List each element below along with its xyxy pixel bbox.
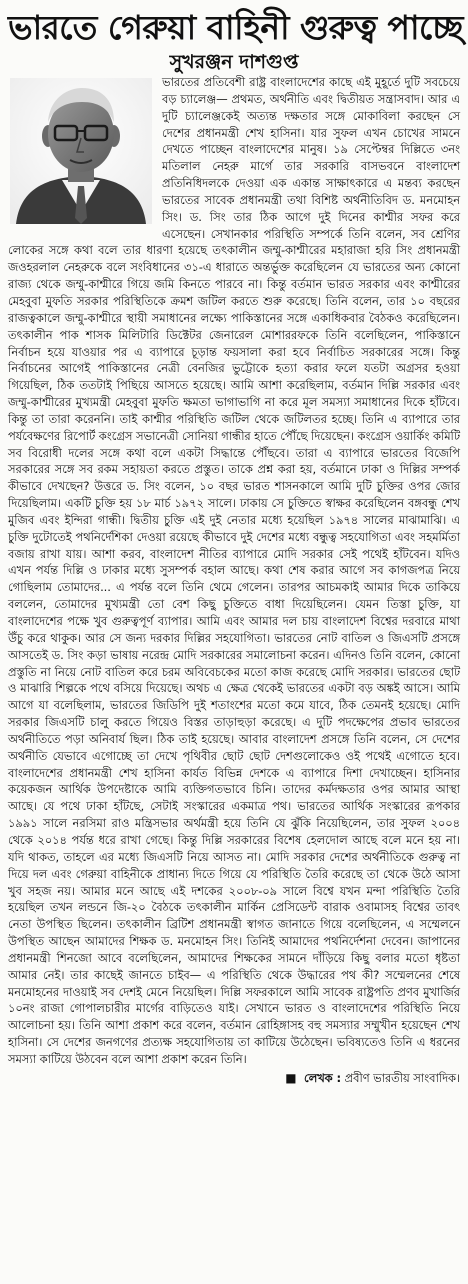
author-photo bbox=[10, 78, 152, 224]
article-text: ভারতের প্রতিবেশী রাষ্ট্র বাংলাদেশের কাছে এই মুহূর্তে দুটি সবচেয়ে বড় চ্যালেঞ্জ— প্রথমত, অর্থনীতি এবং দ্বিতীয়ত সন্ত্রাসবাদ। আর এ দুটি চ্যালেঞ্জকেই অত্যন্ত দক্ষতার সঙ্গে মোকাবিলা করছেন সে দেশের প্রধানমন্ত্রী শেখ হাসিনা। যার সুফল এখন চোখের সামনে দেখতে পাচ্ছেন বাংলাদেশের মানুষ। ১৯ সেপ্টেম্বর দিল্লিতে ৩নং মতিলাল নেহরু মার্গে তার সরকারি বাসভবনে বাংলাদেশ প্রতিনিধিদলকে দেওয়া এক একান্ত সাক্ষাৎকারে এ মন্তব্য করছেন ভারতের সাবেক প্রধানমন্ত্রী তথা বিশিষ্ট অর্থনীতিবিদ ড. মনমোহন সিং। ড. সিং তার ঠিক আগে দুই দিনের কাশ্মীর সফর করে এসেছেন। সেখানকার পরিস্থিতি সম্পর্কে তিনি বলেন, সব শ্রেণির লোকের সঙ্গে কথা বলে তার ধারণা হয়েছে তৎকালীন জম্মু-কাশ্মীরের মহারাজা হরি সিং প্রধানমন্ত্রী জওহরলাল নেহরুকে বলে সংবিধানের ৩১-এ ধারাতে অন্তর্ভুক্ত করেছিলেন যে ভারতের অন্য কোনো রাজ্য থেকে জম্মু-কাশ্মীরে গিয়ে জমি কিনতে পারবে না। কিন্তু বর্তমান ভারত সরকার এবং কাশ্মীরের মেহবুবা মুফতি সরকার পরিস্থিতিকে ক্রমশ জটিল করতে শুরু করেছে। তিনি বলেন, তার ১০ বছরের রাজত্বকালে জম্মু-কাশ্মীরে স্থায়ী সমাধানের লক্ষ্যে পাকিস্তানের সঙ্গে একাধিকবার বৈঠকও করেছিলেন। তৎকালীন পাক শাসক মিলিটারি ডিক্টেটর জেনারেল মোশাররফকে তিনি বলেছিলেন, পাকিস্তানে নির্বাচন হয়ে যাওয়ার পর এ ব্যাপারে চূড়ান্ত ফয়সালা করা হবে নির্বাচিত সরকারের সঙ্গে। কিন্তু নির্বাচনের আগেই পাকিস্তানের নেত্রী বেনজির ভুট্টোকে হত্যা করার ফলে যতটা অগ্রসর হওয়া গিয়েছিল, ঠিক ততটাই পিছিয়ে আসতে হয়েছে। আমি আশা করেছিলাম, বর্তমান দিল্লি সরকার এবং জম্মু-কাশ্মীরের মুখ্যমন্ত্রী মেহবুবা মুফতি ক্ষমতা ভাগাভাগি না করে মূল সমস্যা সমাধানের দিকে হাঁটবে। কিন্তু তা তারা করেননি। তাই কাশ্মীর পরিস্থিতি জটিল থেকে জটিলতর হচ্ছে। তিনি এ ব্যাপারে তার পর্যবেক্ষণের রিপোর্ট কংগ্রেস সভানেত্রী সোনিয়া গান্ধীর হাতে পৌঁছে দিয়েছেন। কংগ্রেস ওয়ার্কিং কমিটি সব বিরোধী দলের সঙ্গে কথা বলে একটা সিদ্ধান্তে পৌঁছবে। তারা এ ব্যাপারে ভারতের বিজেপি সরকারের সঙ্গে সব রকম সহায়তা করতে প্রস্তুত। তাকে প্রশ্ন করা হয়, বর্তমানে ঢাকা ও দিল্লির সম্পর্ক কীভাবে দেখছেন? উত্তরে ড. সিং বলেন, ১০ বছর ভারত শাসনকালে আমি দুটি চুক্তির ওপর জোর দিয়েছিলাম। একটি চুক্তি হয় ১৮ মার্চ ১৯৭২ সালে। ঢাকায় সে চুক্তিতে স্বাক্ষর করেছিলেন বঙ্গবন্ধু শেখ মুজিব এবং ইন্দিরা গান্ধী। দ্বিতীয় চুক্তি এই দুই নেতার মধ্যে হয়েছিল ১৯৭৪ সালের মাঝামাঝি। এ চুক্তি দুটোতেই পথনির্দেশিকা দেওয়া রয়েছে কীভাবে দুই দেশের মধ্যে বন্ধুত্ব সহযোগিতা এবং সহমর্মিতা বজায় রাখা যায়। আশা করব, বাংলাদেশ নীতির ব্যাপারে মোদি সরকার সেই পথেই হাঁটবেন। যদিও এখন পর্যন্ত দিল্লি ও ঢাকার মধ্যে সুসম্পর্ক বহাল আছে। কথা শেষ করার আগে সব কাগজপত্র নিয়ে গোছিলাম তোমাদের... এ পর্যন্ত বলে তিনি থেমে গেলেন। তারপর আচমকাই আমার দিকে তাকিয়ে বললেন, তোমাদের মুখ্যমন্ত্রী তো বেশ কিছু চুক্তিতে বাধা দিয়েছিলেন। যেমন তিস্তা চুক্তি, যা বাংলাদেশের পক্ষে খুব গুরুত্বপূর্ণ ব্যাপার। আমি এবং আমার দল চায় বাংলাদেশ বিশ্বের দরবারে মাথা উঁচু করে থাকুক। আর সে জন্য দরকার দিল্লির সহযোগিতা। ভারতের নোট বাতিল ও জিএসটি প্রসঙ্গে আসতেই ড. সিং কড়া ভাষায় নরেন্দ্র মোদি সরকারের সমালোচনা করেন। এদিনও তিনি বলেন, কোনো প্রস্তুতি না নিয়ে নোট বাতিল করে চরম অবিবেচকের মতো কাজ করেছে মোদি সরকার। ভারতের ছোট ও মাঝারি শিল্পকে পথে বসিয়ে দিয়েছে। অথচ এ ক্ষেত্র থেকেই ভারতের একটা বড় অঙ্কই আসে। আমি আগে যা বলেছিলাম, ভারতের জিডিপি দুই শতাংশের মতো কমে যাবে, ঠিক তেমনই হয়েছে। মোদি সরকার জিএসটি চালু করতে গিয়েও বিস্তর তাড়াহুড়া করেছে। এ দুটি পদক্ষেপের প্রভাব ভারতের অর্থনীতিতে পড়া অনিবার্য ছিল। ঠিক তাই হয়েছে। আবার বাংলাদেশ প্রসঙ্গে তিনি বলেন, সে দেশের অর্থনীতি যেভাবে এগোচ্ছে তা দেখে পৃথিবীর ছোট ছোট দেশগুলোকেও ওই পথেই এগোতে হবে। বাংলাদেশের প্রধানমন্ত্রী শেখ হাসিনা কার্যত বিভিন্ন দেশকে এ ব্যাপারে দিশা দেখাচ্ছেন। হাসিনার কয়েকজন আর্থিক উপদেষ্টাকে আমি ব্যক্তিগতভাবে চিনি। তাদের কর্মদক্ষতার ওপর আমার আস্থা আছে। যে পথে ঢাকা হাঁটছে, সেটাই সংস্কারের একমাত্র পথ। ভারতের আর্থিক সংস্কারের রূপকার ১৯৯১ সালে নরসিমা রাও মন্ত্রিসভার অর্থমন্ত্রী হয়ে তিনি যে ঝুঁকি নিয়েছিলেন, তার সুফল ২০০৪ থেকে ২০১৪ পর্যন্ত ধরে রাখা গেছে। কিন্তু দিল্লি সরকারের বিশেষ হেলদোল আছে বলে মনে হয় না। যদি থাকত, তাহলে এর মধ্যে জিএসটি নিয়ে আসত না। মোদি সরকার দেশের অর্থনীতিকে গুরুত্ব না দিয়ে দল এবং গেরুয়া বাহিনীকে প্রাধান্য দিতে গিয়ে যে পরিস্থিতি তৈরি করেছে তা থেকে উঠে আসা খুব সহজ নয়। আমার মনে আছে এই দশকের ২০০৮-০৯ সালে বিশ্বে যখন মন্দা পরিস্থিতি তৈরি হয়েছিল তখন লন্ডনে জি-২০ বৈঠকে তৎকালীন মার্কিন প্রেসিডেন্ট বারাক ওবামাসহ বিশ্বের তাবৎ নেতা উপস্থিত ছিলেন। তৎকালীন ব্রিটিশ প্রধানমন্ত্রী স্বাগত জানাতে গিয়ে বলেছিলেন, এ সম্মেলনে উপস্থিত আছেন আমাদের শিক্ষক ড. মনমোহন সিং। তিনিই আমাদের পথনির্দেশনা দেবেন। জাপানের প্রধানমন্ত্রী শিনজো আবে বলেছিলেন, আমাদের শিক্ষকের সামনে দাঁড়িয়ে কিছু বলার মতো ধৃষ্টতা আমার নেই। তার কাছেই জানতে চাইব— এ পরিস্থিতি থেকে উদ্ধারের পথ কী? সম্মেলনের শেষে মনমোহনের দাওয়াই সব দেশই মেনে নিয়েছিল। দিল্লি সফরকালে আমি সাবেক রাষ্ট্রপতি প্রণব মুখার্জির ১০নং রাজা গোপালচারীর মার্গের বাড়িতেও যাই। সেখানে ভারত ও বাংলাদেশের পরিস্থিতি নিয়ে আলোচনা হয়। তিনি আশা প্রকাশ করে বলেন, বর্তমান রোহিঙ্গাসহ বহু সমস্যার সম্মুখীন হয়েছেন শেখ হাসিনা। সে দেশের জনগণের প্রত্যক্ষ সহযোগিতায় তা কাটিয়ে উঠেছেন। ভবিষ্যতেও তিনি এ ধরনের সমস্যা কাটিয়ে উঠবেন বলে আশা প্রকাশ করেন তিনি। bbox=[8, 75, 460, 1066]
byline: সুখরঞ্জন দাশগুপ্ত bbox=[169, 51, 299, 73]
square-bullet-icon: ■ bbox=[285, 1070, 297, 1085]
portrait-image bbox=[10, 78, 152, 224]
article-body bbox=[8, 74, 460, 1086]
headline: ভারতে গেরুয়া বাহিনী গুরুত্ব পাচ্ছে bbox=[8, 8, 464, 47]
author-description: প্রবীণ ভারতীয় সাংবাদিক। bbox=[344, 1070, 460, 1085]
author-label: লেখক : bbox=[304, 1070, 342, 1085]
author-footer bbox=[8, 1070, 460, 1086]
